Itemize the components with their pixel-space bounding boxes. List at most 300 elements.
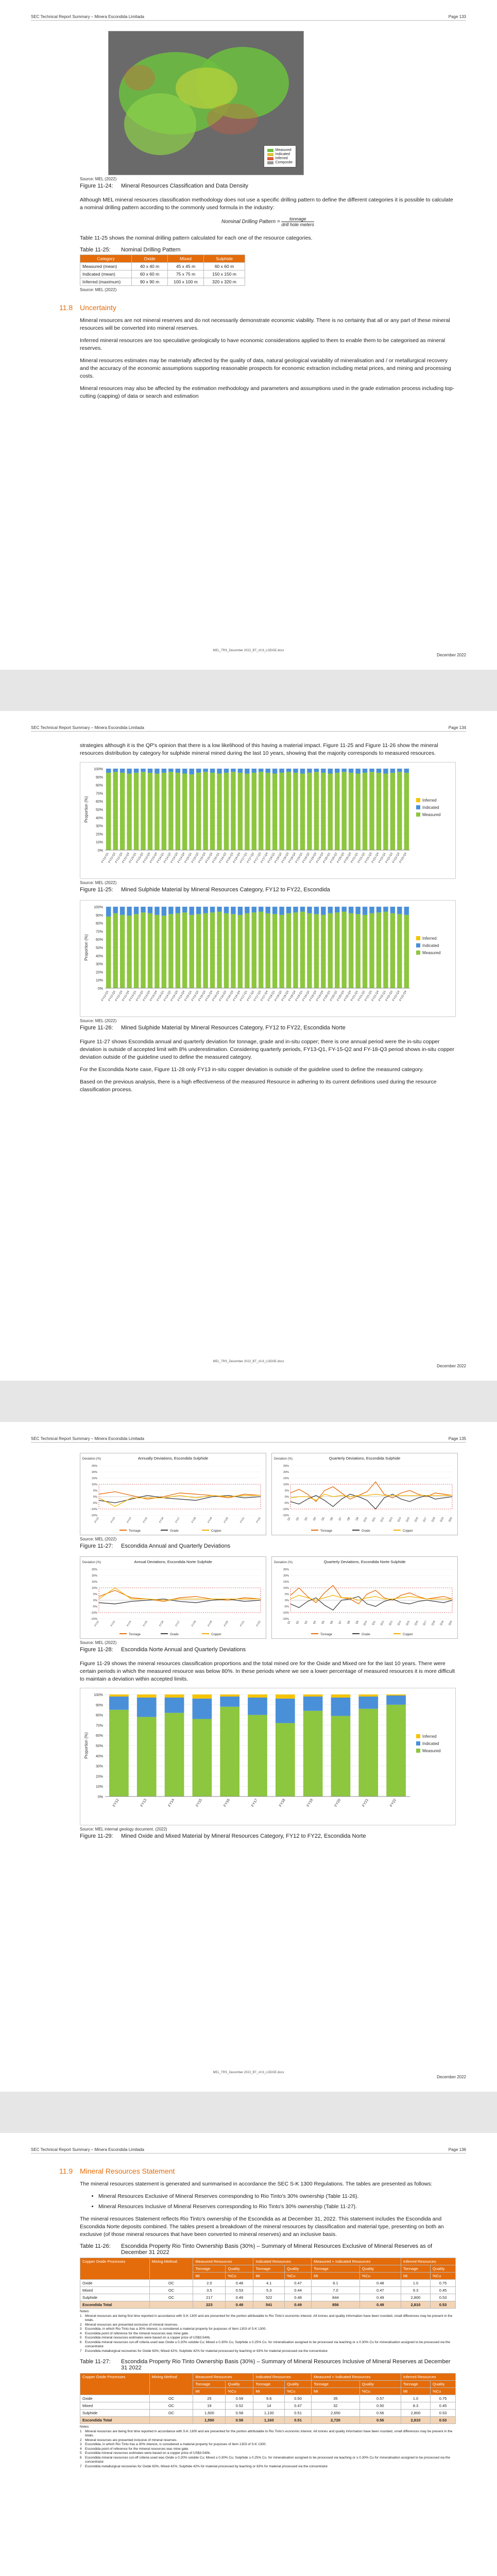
figure-11-27-charts: [80, 1453, 456, 1535]
y-tick-label: -5%: [284, 1605, 289, 1608]
drilling-formula: Nominal Drilling Pattern = $\frac{\text{tonnage}}{\text{drill hole meters}}$: [221, 216, 314, 227]
bar-measured: [300, 911, 305, 988]
bar-measured: [127, 773, 131, 850]
table-cell: 2,650: [312, 2410, 360, 2417]
bar-indicated: [137, 1698, 157, 1717]
header-cell: Tonnage: [193, 2381, 226, 2388]
x-tick-label: FY17-Q2: [246, 990, 255, 1002]
x-tick-label: FY20: [334, 1798, 342, 1808]
header-cell: Measured Resources: [193, 2258, 253, 2265]
x-tick-label: FY13-Q2: [135, 990, 144, 1002]
bar-measured: [383, 773, 388, 850]
bar-measured: [245, 773, 249, 850]
table-cell: 0.56: [359, 2417, 401, 2424]
table-cell: OC: [149, 2280, 193, 2287]
y-tick-label: 10%: [95, 841, 103, 845]
table-cell: Measured (mean): [80, 263, 132, 270]
table-cell: Escondida Total: [80, 2301, 150, 2309]
page-header: SEC Technical Report Summary – Minera Escondida Limitada Page 135: [31, 1436, 466, 1443]
bar-measured: [355, 773, 360, 850]
table-cell: Oxide: [80, 2280, 150, 2287]
bar-measured: [231, 914, 235, 988]
bar-measured: [224, 913, 229, 988]
bar-indicated: [134, 769, 139, 773]
bar-measured: [341, 772, 346, 850]
bar-indicated: [349, 907, 353, 913]
stacked-bar-chart: [80, 1688, 456, 1822]
x-tick-label: Q16: [414, 1620, 419, 1626]
header-cell: Tonnage: [193, 2265, 226, 2273]
x-tick-label: FY22-Q3: [392, 852, 401, 864]
paragraph: Based on the previous analysis, there is a high effectiveness of the measured Resource in adhering to its current definitions used during the resource classification process.: [80, 1079, 437, 1093]
page-header: [31, 14, 466, 21]
x-tick-label: FY18-Q2: [274, 852, 283, 864]
bar-indicated: [321, 769, 325, 773]
table-source: Source: MEL (2022): [80, 287, 117, 292]
table-cell: [149, 2417, 193, 2424]
bar-indicated: [404, 769, 409, 773]
x-tick-label: FY19-Q1: [295, 852, 304, 864]
table-cell: 0.53: [431, 2301, 456, 2309]
bar-indicated: [355, 907, 360, 914]
legend-label: Inferred: [422, 798, 437, 803]
x-tick-label: FY17-Q1: [239, 990, 248, 1002]
bar-indicated: [224, 907, 229, 913]
bar-measured: [279, 773, 284, 850]
y-axis-label: Proportion (%): [84, 934, 89, 961]
table-cell: 75 x 75 m: [168, 270, 204, 278]
figure-11-28-charts: [80, 1556, 456, 1639]
bar-indicated: [231, 907, 235, 914]
bar-indicated: [390, 769, 395, 773]
figure-caption: Figure 11-29: Mined Oxide and Mixed Material by Mineral Resources Category, FY12 to FY22, Escondida Norte: [80, 1833, 366, 1839]
bar-indicated: [162, 769, 166, 773]
legend-label: Grade: [170, 1633, 179, 1636]
y-tick-label: 10%: [95, 1785, 103, 1789]
nominal-drilling-table: Category Oxide Mixed Sulphide Measured (mean) 40 x 40 m 45 x 45 m 60 x 60 m Indicated (mean) 60 x 60 m 75 x 75 m 150 x 150 m Inferred (maximum) 90 x 90 m 100 x 100 m 320 x 320 m: [80, 255, 245, 286]
header-cell: Mining Method: [149, 2374, 193, 2395]
bar-indicated: [307, 907, 312, 913]
x-tick-label: Q10: [363, 1620, 368, 1626]
y-tick-label: 40%: [95, 954, 103, 958]
bar-indicated: [148, 907, 152, 913]
table-cell: 25: [193, 2395, 226, 2402]
bar-measured: [293, 912, 298, 988]
x-tick-label: Q1: [287, 1620, 292, 1625]
bar-indicated: [303, 1697, 323, 1711]
bar-measured: [155, 915, 159, 988]
y-tick-label: 80%: [95, 784, 103, 788]
x-tick-label: FY15-Q2: [191, 990, 200, 1002]
bar-measured: [182, 912, 187, 988]
bar-measured: [137, 1717, 157, 1797]
y-tick-label: 40%: [95, 816, 103, 820]
note-item: 3 Escondida, in which Rio Tinto has a 30% interest, is considered a material property for purposes of Item 1303 of S-K 1300.: [80, 2443, 267, 2446]
table-cell: 1.0: [401, 2395, 430, 2402]
bar-indicated: [383, 907, 388, 911]
bar-indicated: [120, 907, 125, 915]
note-item: 4 Escondida point of reference for the mineral resources was mine gate.: [80, 2447, 189, 2451]
x-tick-label: FY13-Q1: [128, 990, 138, 1002]
x-tick-label: Q11: [371, 1620, 376, 1626]
x-tick-label: Q6: [329, 1620, 334, 1625]
x-tick-label: FY17: [175, 1620, 181, 1628]
paragraph: Mineral resources are not mineral reserves and do not necessarily demonstrate economic viability. There is no certainty that all or any part of these mineral resources will be converted into mineral reserves.: [80, 317, 450, 331]
bar-measured: [397, 914, 402, 988]
header-cell: Mt: [253, 2273, 285, 2280]
bar-indicated: [210, 907, 215, 912]
bar-indicated: [162, 907, 166, 916]
figure-caption: Figure 11-25: Mined Sulphide Material by Mineral Resources Category, FY12 to FY22, Escondida: [80, 887, 330, 893]
table-caption: Table 11-26: Escondida Property Rio Tinto Ownership Basis (30%) – Summary of Mineral Resources Exclusive of Mineral Reserves as of December 31 2022: [80, 2243, 433, 2256]
bar-indicated: [196, 769, 201, 773]
bar-indicated: [168, 907, 173, 914]
paragraph: Mineral resources estimates may be materially affected by the quality of data, natural geological variability of mineralisation and / or metallurgical recovery and the accuracy of the economic assumptions supporting reasonable prospects for economic extraction including metal prices, and mining and processing costs.: [80, 358, 451, 379]
bar-indicated: [321, 907, 325, 915]
bar-indicated: [189, 907, 194, 915]
bar-indicated: [293, 907, 298, 912]
legend-swatch: [416, 936, 420, 940]
header-cell: Tonnage: [253, 2265, 285, 2273]
x-tick-label: FY21-Q3: [364, 990, 373, 1002]
page-133: [0, 0, 497, 670]
bar-inferred: [303, 1694, 323, 1697]
bar-measured: [245, 913, 249, 988]
x-tick-label: FY21-Q3: [364, 852, 373, 864]
x-tick-label: FY16-Q3: [226, 990, 234, 1002]
bar-measured: [141, 912, 145, 988]
header-cell: Measured + Indicated Resources: [312, 2374, 401, 2381]
bar-measured: [238, 773, 243, 850]
note-item: 5 Escondida mineral resources estimates were based on a copper price of US$3.54/lb.: [80, 2451, 211, 2455]
bar-indicated: [286, 907, 291, 913]
bar-measured: [248, 1715, 267, 1797]
header-cell: %Cu: [431, 2273, 456, 2280]
x-tick-label: Q4: [312, 1620, 317, 1625]
legend-label: Measured: [422, 1749, 441, 1753]
paragraph: strategies although it is the QP's opinion that there is a low likelihood of this having a material impact. Figure 11-25 and Figure 11-26 show the mineral resources distribution by category for sulphide mineral mined during the last 10 years, showing that the majority corresponds to measured resources.: [80, 742, 438, 756]
bar-indicated: [335, 907, 339, 912]
table-cell: 217: [193, 2294, 226, 2301]
bar-measured: [155, 773, 159, 850]
x-tick-label: FY20: [223, 1517, 229, 1524]
x-tick-label: FY20-Q3: [336, 852, 345, 864]
stacked-bar-chart: [80, 762, 456, 876]
x-tick-label: FY13: [110, 1620, 116, 1628]
table-cell: 2.0: [193, 2280, 226, 2287]
resource-classification-map: [108, 31, 304, 175]
x-tick-label: FY16-Q4: [232, 852, 242, 864]
x-tick-label: FY13-Q2: [135, 852, 144, 864]
table-cell: 100 x 100 m: [168, 278, 204, 286]
x-tick-label: FY19-Q2: [302, 990, 311, 1002]
bar-indicated: [238, 907, 243, 915]
x-tick-label: Q18: [431, 1517, 436, 1523]
y-tick-label: 15%: [283, 1477, 289, 1480]
y-tick-label: 70%: [95, 1724, 103, 1728]
note-item: 5 Escondida mineral resources estimates were based on a copper price of US$3.54/lb.: [80, 2336, 211, 2340]
series-line-tonnage: [290, 1585, 452, 1604]
x-tick-label: FY12-Q4: [122, 990, 130, 1002]
x-tick-label: Q9: [355, 1517, 359, 1521]
table-cell: 0.56: [359, 2410, 401, 2417]
bar-measured: [168, 914, 173, 988]
header-cell: %Cu: [431, 2388, 456, 2395]
x-tick-label: FY18: [191, 1517, 197, 1524]
x-tick-label: FY18-Q2: [274, 990, 283, 1002]
table-cell: OC: [149, 2395, 193, 2402]
bar-indicated: [106, 769, 111, 773]
bar-indicated: [217, 769, 221, 773]
x-tick-label: FY22: [255, 1517, 262, 1524]
note-item: 1 Mineral resources are being first time reported in accordance with S-K 1300 and are presented for the portion attributable to Rio Tinto's economic interest. All tonnes and quality information have been rounded, small differences may be present in the totals.: [80, 2429, 453, 2437]
header-cell: Copper Oxide Processes: [80, 2258, 150, 2280]
table-cell: 0.53: [431, 2410, 456, 2417]
x-tick-label: FY20-Q1: [322, 852, 332, 864]
table-cell: 1,130: [253, 2410, 285, 2417]
bar-measured: [203, 772, 208, 850]
note-item: 7 Escondida metallurgical recoveries for Oxide 63%; Mixed 42%; Sulphide 42% for material processed by leaching or 83% for material processed via the concentrator.: [80, 2349, 329, 2353]
y-tick-label: -10%: [282, 1612, 289, 1615]
bar-measured: [376, 773, 381, 850]
bar-indicated: [307, 769, 312, 773]
x-tick-label: FY18-Q3: [281, 852, 290, 864]
legend-swatch: [416, 1734, 420, 1738]
x-tick-label: FY13: [140, 1798, 148, 1808]
table-row: [80, 2294, 456, 2301]
table-cell: 2,720: [312, 2417, 360, 2424]
x-tick-label: FY14-Q1: [156, 990, 165, 1002]
x-tick-label: Q5: [321, 1517, 325, 1521]
table-cell: 7.0: [312, 2287, 360, 2294]
y-tick-label: 5%: [285, 1489, 289, 1493]
note-item: 7 Escondida metallurgical recoveries for Oxide 63%; Mixed 42%; Sulphide 42% for material processed by leaching or 83% for material processed via the concentrator.: [80, 2464, 329, 2468]
y-tick-label: 60%: [95, 800, 103, 804]
bar-inferred: [137, 1694, 157, 1698]
y-tick-label: 15%: [91, 1581, 97, 1584]
bar-indicated: [203, 907, 208, 913]
table-cell: 0.59: [226, 2395, 253, 2402]
table-row: [80, 2395, 456, 2402]
x-tick-label: Q13: [388, 1517, 394, 1523]
bar-measured: [404, 773, 409, 850]
bar-indicated: [155, 769, 159, 773]
header-cell: Tonnage: [312, 2265, 360, 2273]
table-cell: 0.49: [226, 2301, 253, 2309]
bar-measured: [279, 915, 284, 988]
bar-indicated: [300, 907, 305, 911]
header-cell: %Cu: [359, 2273, 401, 2280]
bar-measured: [210, 912, 215, 988]
y-tick-label: 90%: [95, 775, 103, 779]
x-tick-label: FY12: [112, 1798, 120, 1808]
bar-measured: [335, 912, 339, 988]
y-tick-label: 40%: [95, 1754, 103, 1758]
legend-label: Copper: [403, 1633, 413, 1636]
x-tick-label: Q7: [338, 1517, 342, 1521]
map-legend: [264, 145, 296, 167]
y-tick-label: -10%: [91, 1612, 97, 1615]
bar-measured: [272, 914, 277, 988]
table-cell: 150 x 150 m: [204, 270, 245, 278]
bar-indicated: [335, 769, 339, 773]
bar-measured: [259, 911, 263, 988]
paragraph: Mineral resources may also be affected by the estimation methodology and parameters and assumptions used in the grade estimation process including top-cutting (capping) of data or search and estimation: [80, 385, 455, 399]
y-tick-label: 30%: [95, 962, 103, 967]
bar-measured: [386, 1705, 406, 1797]
bar-indicated: [217, 907, 221, 911]
table-cell: OC: [149, 2294, 193, 2301]
legend-label: Copper: [211, 1530, 221, 1533]
table-cell: [149, 2301, 193, 2309]
bar-indicated: [182, 907, 187, 912]
bar-measured: [307, 773, 312, 850]
figure-source: Source: MEL (2022): [80, 1640, 117, 1645]
page-134: [0, 711, 497, 1381]
x-tick-label: FY12-Q1: [101, 990, 110, 1002]
deviation-chart: [80, 1556, 266, 1639]
x-tick-label: Q15: [405, 1517, 411, 1523]
table-cell: 1,500: [193, 2410, 226, 2417]
x-tick-label: FY21: [239, 1620, 246, 1628]
table-cell: 9.3: [401, 2287, 430, 2294]
x-tick-label: FY15-Q2: [191, 852, 200, 864]
y-tick-label: 15%: [283, 1581, 289, 1584]
bar-indicated: [155, 907, 159, 915]
figure-caption: Figure 11-26: Mined Sulphide Material by Mineral Resources Category, FY12 to FY22, Escondida Norte: [80, 1025, 346, 1031]
table-caption: Table 11-25: Nominal Drilling Pattern: [80, 247, 181, 253]
paragraph: Although MEL mineral resources classification methodology does not use a specific drilling pattern to define the different categories it is possible to calculate a nominal drilling pattern according to the commonly used formula in the industry:: [80, 197, 453, 211]
table-cell: 223: [193, 2301, 226, 2309]
x-tick-label: Q2: [295, 1620, 300, 1625]
table-cell: 0.47: [285, 2280, 312, 2287]
bar-measured: [203, 913, 208, 988]
x-tick-label: Q15: [405, 1620, 411, 1626]
bar-indicated: [148, 769, 152, 773]
table-cell: 0.50: [359, 2402, 401, 2410]
x-tick-label: FY22-Q4: [399, 852, 408, 864]
x-tick-label: FY19-Q4: [316, 852, 324, 864]
x-tick-label: FY16: [223, 1798, 231, 1808]
bar-indicated: [210, 769, 215, 773]
legend-label: Inferred: [422, 936, 437, 941]
bar-inferred: [248, 1694, 267, 1698]
x-tick-label: FY21-Q2: [357, 990, 366, 1002]
table-cell: Sulphide: [80, 2410, 150, 2417]
x-tick-label: Q4: [312, 1517, 317, 1521]
bar-indicated: [220, 1697, 239, 1707]
y-tick-label: 20%: [91, 1574, 97, 1578]
legend-label: Tonnage: [129, 1633, 141, 1636]
x-tick-label: FY14-Q2: [163, 990, 172, 1002]
x-tick-label: FY18-Q1: [267, 990, 276, 1002]
bar-measured: [404, 915, 409, 988]
bar-inferred: [193, 1694, 212, 1699]
bar-indicated: [386, 1696, 406, 1705]
header-title: SEC Technical Report Summary – Minera Escondida Limitada: [31, 14, 144, 19]
x-tick-label: FY18: [279, 1798, 286, 1808]
bar-measured: [293, 773, 298, 850]
chart-title: Quarterly Deviations, Escondida Norte Sulphide: [323, 1560, 406, 1564]
legend-swatch: [416, 1749, 420, 1753]
table-cell: 0.48: [285, 2294, 312, 2301]
y-tick-label: 90%: [95, 1703, 103, 1707]
bar-measured: [165, 1713, 184, 1797]
legend-inferred: Inferred: [267, 157, 293, 160]
legend-label: Tonnage: [129, 1530, 141, 1533]
table-row: [80, 2410, 456, 2417]
legend-measured: Measured: [267, 148, 293, 152]
note-item: 3 Escondida, in which Rio Tinto has a 30% interest, is considered a material property for purposes of Item 1303 of S-K 1300.: [80, 2327, 267, 2331]
x-tick-label: FY20-Q4: [344, 990, 352, 1002]
x-tick-label: FY17: [251, 1798, 259, 1808]
x-tick-label: Q10: [363, 1517, 368, 1523]
x-tick-label: FY22-Q2: [385, 852, 394, 864]
bar-indicated: [363, 769, 367, 773]
x-tick-label: Q14: [397, 1620, 402, 1626]
bar-measured: [328, 913, 333, 988]
notes-label: Notes:: [80, 2425, 90, 2429]
bar-indicated: [341, 769, 346, 772]
paragraph: Table 11-25 shows the nominal drilling pattern calculated for each one of the resource categories.: [80, 235, 313, 241]
chart-title: Annual Deviations, Escondida Norte Sulphide: [134, 1560, 212, 1564]
deviation-chart: [271, 1556, 458, 1639]
x-tick-label: FY14: [126, 1517, 132, 1524]
bar-indicated: [397, 907, 402, 914]
bar-measured: [127, 916, 131, 988]
y-tick-label: 25%: [91, 1568, 97, 1571]
bar-measured: [106, 917, 111, 988]
bar-indicated: [355, 769, 360, 773]
header-cell: Indicated Resources: [253, 2258, 312, 2265]
x-tick-label: FY12-Q3: [115, 990, 124, 1002]
table-cell: 522: [253, 2294, 285, 2301]
bar-indicated: [203, 769, 208, 772]
header-cell: Quality: [359, 2381, 401, 2388]
page-number: Page 133: [448, 14, 466, 19]
y-tick-label: 10%: [283, 1587, 289, 1590]
legend-label: Indicated: [422, 943, 439, 948]
y-tick-label: 0%: [97, 849, 103, 853]
bar-indicated: [196, 907, 201, 914]
table-cell: 8.3: [401, 2402, 430, 2410]
x-tick-label: FY21: [239, 1517, 246, 1524]
bar-indicated: [134, 907, 139, 914]
bar-indicated: [252, 769, 256, 773]
bar-indicated: [224, 769, 229, 773]
y-tick-label: 100%: [94, 1693, 103, 1697]
y-axis-label: Proportion (%): [84, 1732, 89, 1759]
table-cell: 2,810: [401, 2417, 430, 2424]
x-tick-label: Q3: [304, 1517, 309, 1521]
bar-measured: [331, 1716, 351, 1797]
x-tick-label: FY19: [306, 1798, 314, 1808]
x-tick-label: FY21-Q2: [357, 852, 366, 864]
table-cell: 40 x 40 m: [132, 263, 168, 270]
x-tick-label: FY16: [159, 1620, 165, 1628]
bar-measured: [134, 773, 139, 850]
header-cell: %Cu: [359, 2388, 401, 2395]
deviation-chart: [80, 1453, 266, 1535]
legend-label: Inferred: [422, 1734, 437, 1739]
bar-measured: [176, 773, 180, 850]
x-tick-label: FY18-Q4: [288, 990, 297, 1002]
bar-indicated: [248, 1698, 267, 1715]
bar-indicated: [182, 769, 187, 773]
bar-inferred: [358, 1694, 378, 1697]
header-cell: Mt: [312, 2273, 360, 2280]
figure-source: Source: MEL (2022): [80, 177, 117, 181]
